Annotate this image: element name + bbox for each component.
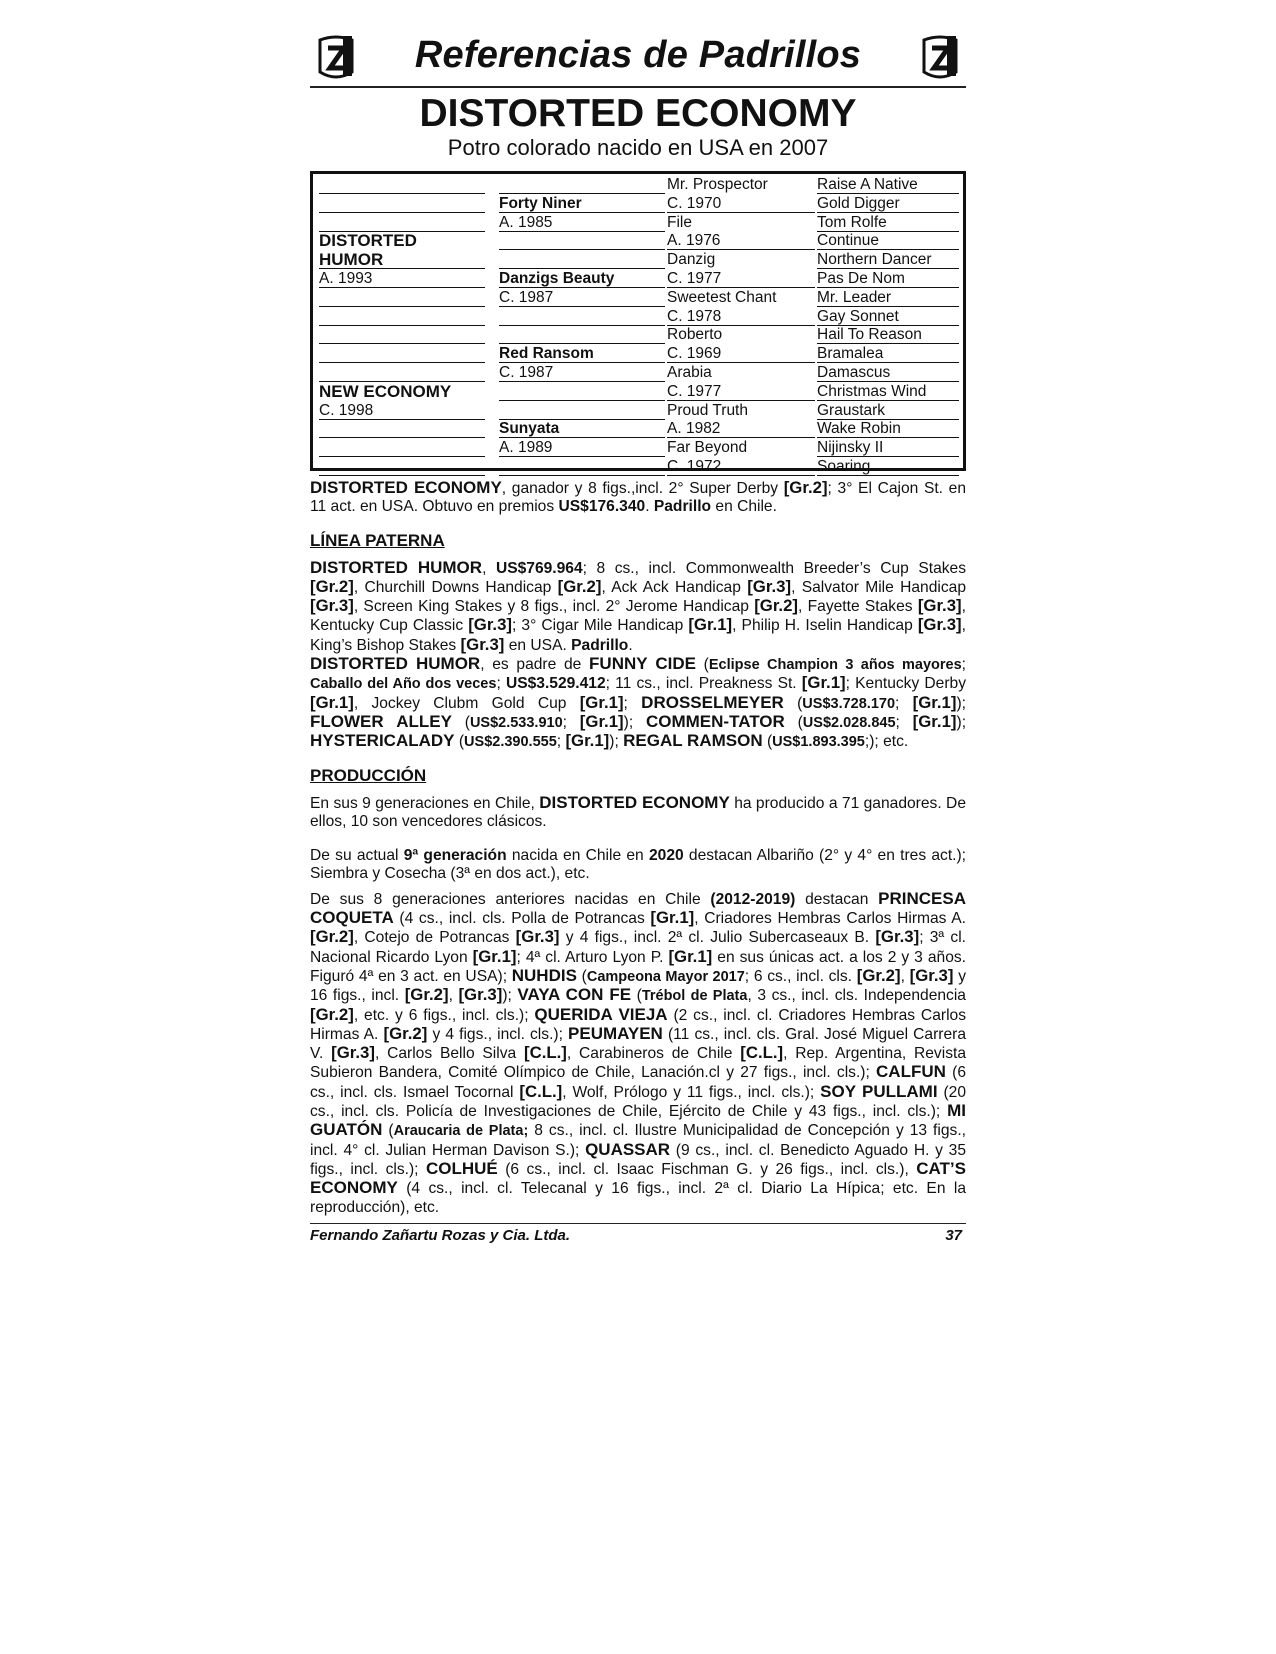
pedigree-cell-col1 bbox=[319, 214, 485, 232]
pedigree-cell-col2 bbox=[499, 308, 665, 326]
production-paragraph-2: De su actual 9ª generación nacida en Chile en 2020 destacan Albariño (2° y 4° en tres act.); Siembra y Cosecha (3ª en dos act.), etc. bbox=[310, 847, 967, 883]
pedigree-cell-col4: Northern Dancer bbox=[817, 251, 959, 269]
pedigree-cell-col4: Wake Robin bbox=[817, 420, 959, 438]
production-paragraph-3: De sus 8 generaciones anteriores nacidas en Chile (2012-2019) destacan PRINCESA COQUETA (4 cs., incl. cls. Polla de Potrancas [Gr.1], Criadores Hembras Carlos Hirmas A. [Gr.2], Cotejo de Potrancas [Gr.3] y 4 figs., incl. 2ª cl. Julio Subercaseaux B. [Gr.3]; 3ª cl. Nacional Ricardo Lyon [Gr.1]; 4ª cl. Arturo Lyon P. [Gr.1] en sus únicas act. a los 2 y 3 años. Figuró 4ª en 3 act. en USA); NUHDIS (Campeona Mayor 2017; 6 cs., incl. cls. [Gr.2], [Gr.3] y 16 figs., incl. [Gr.2], [Gr.3]); VAYA CON FE (Trébol de Plata, 3 cs., incl. cls. Independencia [Gr.2], etc. y 6 figs., incl. cls.); QUERIDA VIEJA (2 cs., incl. cl. Criadores Hembras Carlos Hirmas A. [Gr.2] y 4 figs., incl. cls.); PEUMAYEN (11 cs., incl. cls. Gral. José Miguel Carrera V. [Gr.3], Carlos Bello Silva [C.L.], Carabineros de Chile [C.L.], Rep. Argentina, Revista Subieron Bandera, Comité Olímpico de Chile, Lanación.cl y 27 figs., incl. cls.); CALFUN (6 cs., incl. cls. Ismael Tocornal [C.L.], Wolf, Prólogo y 11 figs., incl. cls.); SOY PULLAMI (20 cs., incl. cls. Policía de Investigaciones de Chile, Ejército de Chile y 43 figs., incl. cls.); MI GUATÓN (Araucaria de Plata; 8 cs., incl. cl. Ilustre Municipalidad de Concepción y 13 figs., incl. 4° cl. Julian Herman Davison S.); QUASSAR (9 cs., incl. cl. Benedicto Aguado H. y 35 figs., incl. cls.); COLHUÉ (6 cs., incl. cl. Isaac Fischman G. y 26 figs., incl. cls.), CAT’S ECONOMY (4 cs., incl. cl. Telecanal y 16 figs., incl. 2ª cl. Diario La Hípica; etc. En la reproducción), etc. bbox=[310, 888, 967, 1216]
pedigree-row bbox=[319, 214, 957, 233]
pedigree-cell-col2: Sunyata bbox=[499, 420, 665, 438]
pedigree-row bbox=[319, 232, 957, 251]
page-footer bbox=[310, 1223, 966, 1247]
pedigree-cell-col4: Raise A Native bbox=[817, 176, 959, 194]
page-title: Referencias de Padrillos bbox=[414, 34, 862, 76]
pedigree-cell-col1: HUMOR bbox=[319, 251, 485, 269]
zr-monogram-logo-right bbox=[918, 32, 962, 82]
pedigree-cell-col2 bbox=[499, 251, 665, 269]
pedigree-cell-col2 bbox=[499, 383, 665, 401]
pedigree-cell-col3: Danzig bbox=[667, 251, 716, 269]
sire-paragraph-2: DISTORTED HUMOR, es padre de FUNNY CIDE (Eclipse Champion 3 años mayores; Caballo del Año dos veces; US$3.529.412; 11 cs., incl. Preakness St. [Gr.1]; Kentucky Derby [Gr.1], Jockey Clubm Gold Cup [Gr.1]; DROSSELMEYER (US$3.728.170; [Gr.1]); FLOWER ALLEY (US$2.533.910; [Gr.1]); COMMEN-TATOR (US$2.028.845; [Gr.1]); HYSTERICALADY (US$2.390.555; [Gr.1]); REGAL RAMSON (US$1.893.395;); etc. bbox=[310, 654, 967, 751]
production-paragraph-1: En sus 9 generaciones en Chile, DISTORTED ECONOMY ha producido a 71 ganadores. De ellos, 10 son vencedores clásicos. bbox=[310, 792, 966, 830]
pedigree-cell-col1 bbox=[319, 289, 485, 307]
pedigree-cell-col4: Christmas Wind bbox=[817, 383, 959, 401]
pedigree-row bbox=[319, 270, 957, 289]
pedigree-cell-col2: A. 1989 bbox=[499, 439, 665, 457]
pedigree-cell-col1 bbox=[319, 420, 485, 438]
pedigree-cell-col2 bbox=[499, 326, 665, 344]
pedigree-cell-col1 bbox=[319, 326, 485, 344]
pedigree-row bbox=[319, 326, 957, 345]
page-header bbox=[310, 30, 966, 88]
page bbox=[310, 30, 966, 1247]
pedigree-cell-col3: C. 1977 bbox=[667, 270, 815, 288]
pedigree-cell-col2 bbox=[499, 402, 665, 420]
pedigree-table bbox=[310, 171, 966, 475]
horse-subtitle: Potro colorado nacido en USA en 2007 bbox=[447, 135, 829, 160]
pedigree-cell-col1 bbox=[319, 195, 485, 213]
pedigree-row bbox=[319, 383, 957, 402]
pedigree-cell-col2 bbox=[499, 232, 665, 250]
pedigree-cell-col3: Roberto bbox=[667, 326, 723, 344]
pedigree-cell-col3: C. 1972 bbox=[667, 458, 815, 476]
footer-company: Fernando Zañartu Rozas y Cia. Ltda. bbox=[310, 1226, 571, 1244]
pedigree-row bbox=[319, 308, 957, 327]
pedigree-cell-col2: Forty Niner bbox=[499, 195, 665, 213]
sire-paragraph-1: DISTORTED HUMOR, US$769.964; 8 cs., incl. Commonwealth Breeder’s Cup Stakes [Gr.2], Churchill Downs Handicap [Gr.2], Ack Ack Handicap [Gr.3], Salvator Mile Handicap [Gr.3], Screen King Stakes y 8 figs., incl. 2° Jerome Handicap [Gr.2], Fayette Stakes [Gr.3], Kentucky Cup Classic [Gr.3]; 3° Cigar Mile Handicap [Gr.1], Philip H. Iselin Handicap [Gr.3], King’s Bishop Stakes [Gr.3] en USA. Padrillo. bbox=[310, 557, 967, 654]
pedigree-cell-col2: Red Ransom bbox=[499, 345, 665, 363]
pedigree-cell-col4: Continue bbox=[817, 232, 959, 250]
pedigree-row bbox=[319, 251, 957, 270]
horse-name: DISTORTED ECONOMY bbox=[419, 92, 857, 135]
pedigree-row bbox=[319, 458, 957, 477]
pedigree-cell-col4: Graustark bbox=[817, 402, 959, 420]
pedigree-row bbox=[319, 364, 957, 383]
pedigree-cell-col2 bbox=[499, 458, 665, 476]
pedigree-cell-col3: C. 1970 bbox=[667, 195, 815, 213]
pedigree-cell-col2: C. 1987 bbox=[499, 364, 665, 382]
page-number: 37 bbox=[945, 1226, 962, 1244]
pedigree-cell-col2 bbox=[499, 176, 665, 194]
pedigree-cell-col2: A. 1985 bbox=[499, 214, 665, 232]
pedigree-cell-col1: C. 1998 bbox=[319, 402, 485, 420]
pedigree-cell-col4: Pas De Nom bbox=[817, 270, 959, 288]
pedigree-cell-col3: File bbox=[667, 213, 692, 231]
pedigree-cell-col1 bbox=[319, 439, 485, 457]
pedigree-cell-col1 bbox=[319, 345, 485, 363]
pedigree-cell-col1 bbox=[319, 176, 485, 194]
pedigree-cell-col4: Gold Digger bbox=[817, 195, 959, 213]
pedigree-row bbox=[319, 345, 957, 364]
pedigree-row bbox=[319, 402, 957, 421]
section-heading-produccion: PRODUCCIÓN bbox=[310, 765, 427, 785]
pedigree-cell-col1: A. 1993 bbox=[319, 270, 485, 288]
pedigree-cell-col1 bbox=[319, 364, 485, 382]
pedigree-cell-col3: Sweetest Chant bbox=[667, 288, 777, 306]
pedigree-cell-col4: Bramalea bbox=[817, 345, 959, 363]
pedigree-cell-col3: C. 1969 bbox=[667, 345, 815, 363]
section-heading-linea: LÍNEA PATERNA bbox=[310, 530, 445, 550]
pedigree-cell-col4: Soaring bbox=[817, 458, 959, 476]
pedigree-cell-col1: DISTORTED bbox=[319, 231, 417, 251]
pedigree-row bbox=[319, 176, 957, 195]
pedigree-cell-col4: Gay Sonnet bbox=[817, 308, 959, 326]
pedigree-row bbox=[319, 420, 957, 439]
pedigree-cell-col3: Arabia bbox=[667, 363, 712, 381]
pedigree-row bbox=[319, 289, 957, 308]
pedigree-cell-col1: NEW ECONOMY bbox=[319, 381, 452, 401]
pedigree-cell-col3: Far Beyond bbox=[667, 439, 748, 457]
pedigree-cell-col4: Nijinsky II bbox=[817, 439, 959, 457]
summary-paragraph: DISTORTED ECONOMY, ganador y 8 figs.,incl. 2° Super Derby [Gr.2]; 3° El Cajon St. en 11 act. en USA. Obtuvo en premios US$176.340. Padrillo en Chile. bbox=[310, 478, 966, 516]
pedigree-row bbox=[319, 195, 957, 214]
pedigree-cell-col3: C. 1978 bbox=[667, 308, 815, 326]
pedigree-cell-col3: C. 1977 bbox=[667, 383, 815, 401]
pedigree-cell-col3: A. 1976 bbox=[667, 232, 815, 250]
pedigree-cell-col3: A. 1982 bbox=[667, 420, 815, 438]
pedigree-cell-col1 bbox=[319, 458, 485, 476]
pedigree-cell-col3: Proud Truth bbox=[667, 401, 748, 419]
pedigree-cell-col2: C. 1987 bbox=[499, 289, 665, 307]
pedigree-cell-col1 bbox=[319, 308, 485, 326]
pedigree-cell-col4: Damascus bbox=[817, 364, 959, 382]
pedigree-cell-col4: Mr. Leader bbox=[817, 289, 959, 307]
pedigree-cell-col4: Hail To Reason bbox=[817, 326, 959, 344]
pedigree-cell-col4: Tom Rolfe bbox=[817, 214, 959, 232]
pedigree-cell-col3: Mr. Prospector bbox=[667, 176, 768, 193]
pedigree-row bbox=[319, 439, 957, 458]
pedigree-cell-col2: Danzigs Beauty bbox=[499, 270, 665, 288]
